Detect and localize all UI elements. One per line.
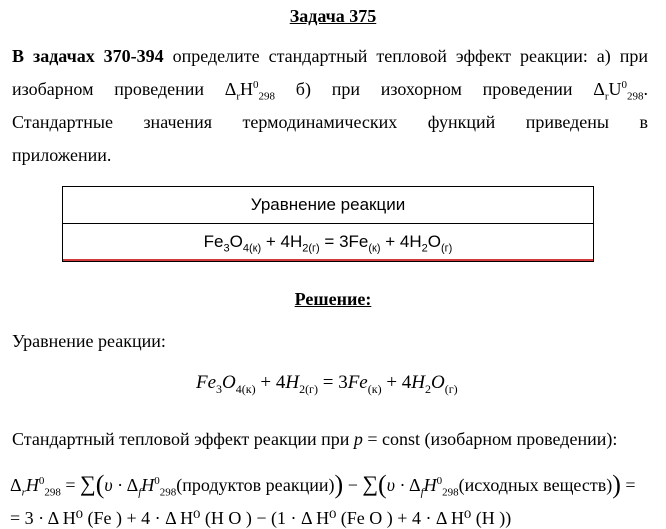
f-s298-1: 298: [159, 486, 177, 499]
f-s298: 298: [44, 486, 61, 499]
eq-fe2: Fe: [347, 372, 368, 393]
f-reactants: (исходных веществ): [458, 475, 613, 495]
f-sum-2: ∑: [362, 471, 379, 496]
f-H: H: [25, 475, 39, 495]
eq-h: H: [285, 372, 300, 393]
f-sup0: 0: [38, 475, 45, 487]
eq-sk: (к): [367, 381, 382, 396]
f-nu-2: υ: [386, 475, 395, 495]
enthalpy-formula: $\Delta_rH^0_{298} = \sum(\upsilon$ · $\Delta_fH^0_{298}(продуктов$ реакции)) − $\sum(\upsilon \cdot \Delta_fH^0_{298}(исходных$ веществ)) =: [10, 470, 636, 499]
rx-sub3: 3: [223, 242, 230, 255]
task-line-2-a: изобарном проведении Δ: [12, 79, 237, 99]
f-r: r: [21, 486, 26, 499]
eq-h2: H: [411, 372, 426, 393]
task-line-4: приложении.: [12, 145, 112, 165]
f-sup0-1: 0: [154, 475, 160, 487]
rx-eq: = 3Fe: [319, 232, 369, 251]
eq-equals: = 3: [317, 372, 348, 393]
task-line-2-sub298-2: 298: [626, 90, 644, 103]
f-s298-2: 298: [442, 486, 459, 499]
task-line-2: [12, 73, 648, 106]
equation-label: Уравнение реакции:: [12, 331, 166, 351]
rx-sub4k: 4(к): [242, 242, 262, 255]
eq-plus2: + 4: [381, 372, 412, 393]
eq-s2: 2: [425, 381, 432, 396]
isobaric-label: [12, 429, 617, 450]
f-H-1: H: [141, 475, 155, 495]
eq-sg: (г): [444, 381, 458, 396]
rx-sub2: 2: [421, 242, 428, 255]
eq-plus1: + 4: [255, 372, 286, 393]
task-line-2-sup0-2: 0: [621, 79, 627, 91]
task-line-2-end: .: [643, 79, 648, 99]
isobaric-p: p: [353, 429, 363, 449]
f-eq: =: [60, 475, 81, 495]
f-f-1: f: [138, 486, 142, 499]
rx-sub2g: 2(г): [302, 242, 320, 255]
reaction-table: [62, 186, 594, 262]
rx-fe: Fe: [203, 232, 224, 251]
task-title: Задача 375: [289, 6, 377, 26]
table-reaction-cell: [63, 224, 593, 261]
task-line-2-b: б) при изохорном проведении Δ: [275, 79, 605, 99]
isobaric-label-a: Стандартный тепловой эффект реакции при: [12, 429, 354, 449]
task-line-2-U: U: [608, 79, 622, 99]
f-f-2: f: [420, 486, 424, 499]
isobaric-label-b: = const (изобарном проведении):: [362, 429, 618, 449]
task-line-2-sup0: 0: [253, 79, 259, 91]
task-line-2-sub-r: r: [236, 90, 241, 103]
task-line-1-text: определите стандартный тепловой эффект реакции: а) при: [163, 46, 648, 66]
eq-s2g: 2(г): [299, 381, 318, 396]
f-nu-1: υ: [104, 475, 113, 495]
rx-plus1: + 4H: [261, 232, 303, 251]
eq-fe: Fe: [196, 372, 217, 393]
solution-heading: Решение:: [294, 289, 372, 309]
eq-o2: O: [431, 372, 445, 393]
f-minus: −: [343, 475, 363, 495]
rx-plus2: + 4H: [380, 232, 422, 251]
reaction-equation: [196, 372, 458, 394]
task-bold-prefix: В задачах 370-394: [12, 46, 164, 66]
f-tail: =: [620, 475, 636, 495]
rx-o: O: [229, 232, 243, 251]
eq-s4k: 4(к): [235, 381, 256, 396]
rx-subk: (к): [368, 242, 381, 255]
eq-s3: 3: [216, 381, 223, 396]
task-statement: [12, 40, 648, 172]
task-line-2-sub-r-2: r: [604, 90, 609, 103]
f-dot-1: · Δ: [112, 475, 139, 495]
task-line-3: Стандартные значения термодинамических функций приведены в: [12, 112, 648, 132]
formula-cut-line: = 3 · Δ H⁰ (Fe ) + 4 · Δ H⁰ (H O ) − (1 · Δ H⁰ (Fe O ) + 4 · Δ H⁰ (H )): [10, 508, 512, 528]
f-dot-2: · Δ: [394, 475, 421, 495]
eq-o: O: [222, 372, 236, 393]
task-line-2-sub298: 298: [258, 90, 276, 103]
rx-subg: (г): [440, 242, 453, 255]
f-products: (продуктов реакции): [176, 475, 335, 495]
f-sum-1: ∑: [80, 471, 96, 496]
task-line-1: [12, 40, 648, 73]
f-sup0-2: 0: [436, 475, 443, 487]
rx-o2: O: [427, 232, 441, 251]
f-H-2: H: [423, 475, 437, 495]
task-line-2-H: H: [240, 79, 254, 99]
f-delta: Δ: [10, 475, 22, 495]
table-header: Уравнение реакции: [63, 187, 593, 224]
